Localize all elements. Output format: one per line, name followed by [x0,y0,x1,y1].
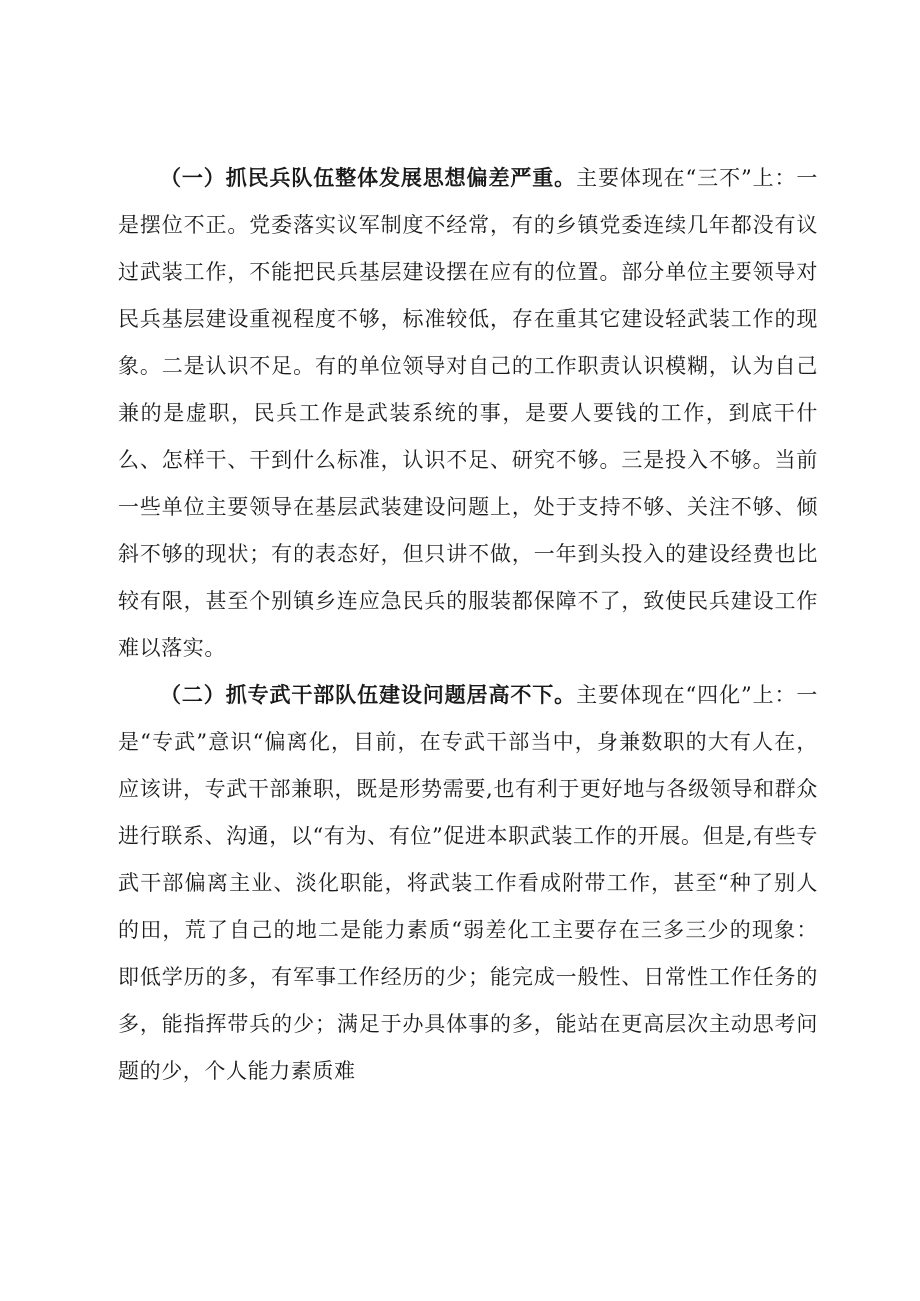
paragraph-2-heading: （二）抓专武干部队伍建设问题居高不下。 [160,683,577,707]
document-page [118,155,818,1095]
paragraph-1-body: 主要体现在“三不”上：一是摆位不正。党委落实议军制度不经常，有的乡镇党委连续几年都没有议过武装工作，不能把民兵基层建设摆在应有的位置。部分单位主要领导对民兵基层建设重视程度不够，标准较低，存在重其它建设轻武装工作的现象。二是认识不足。有的单位领导对自己的工作职责认识模糊，认为自己兼的是虚职，民兵工作是武装系统的事，是要人要钱的工作，到底干什么、怎样干、干到什么标准，认识不足、研究不够。三是投入不够。当前一些单位主要领导在基层武装建设问题上，处于支持不够、关注不够、倾斜不够的现状；有的表态好，但只讲不做，一年到头投入的建设经费也比较有限，甚至个别镇乡连应急民兵的服装都保障不了，致使民兵建设工作难以落实。 [118,166,819,660]
paragraph-1 [118,155,818,672]
paragraph-2 [118,672,818,1095]
paragraph-2-body: 主要体现在“四化”上：一是“专武”意识“偏离化，目前，在专武干部当中，身兼数职的大有人在，应该讲，专武干部兼职，既是形势需要,也有利于更好地与各级领导和群众进行联系、沟通，以“有为、有位”促进本职武装工作的开展。但是,有些专武干部偏离主业、淡化职能，将武装工作看成附带工作，甚至“种了别人的田，荒了自己的地二是能力素质“弱差化工主要存在三多三少的现象：即低学历的多，有军事工作经历的少；能完成一般性、日常性工作任务的多，能指挥带兵的少；满足于办具体事的多，能站在更高层次主动思考问题的少，个人能力素质难 [118,683,819,1083]
paragraph-1-heading: （一）抓民兵队伍整体发展思想偏差严重。 [160,166,577,190]
